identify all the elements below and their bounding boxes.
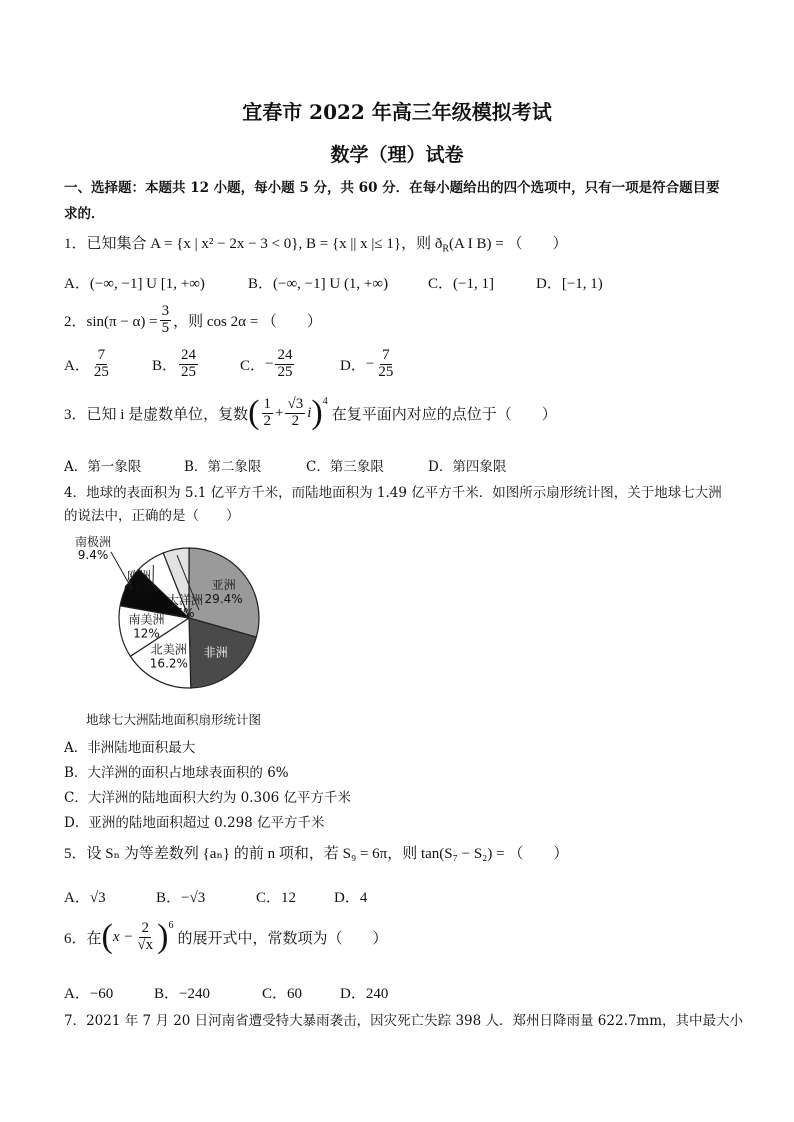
- question-3: [64, 396, 557, 430]
- question-2-tail: ，则 cos 2α = （ ）: [173, 313, 322, 330]
- pie-label-name-5: 欧洲: [126, 569, 152, 583]
- q2-option-d-den: 25: [378, 363, 394, 380]
- question-2-denominator: 5: [161, 319, 170, 336]
- pie-chart: [64, 528, 304, 708]
- q2-option-b[interactable]: [152, 348, 200, 381]
- q4-option-d[interactable]: D．亚洲的陆地面积超过 0.298 亿平方千米: [64, 815, 325, 831]
- q2-option-c-sign: −: [265, 355, 274, 372]
- question-6-head: 6．在: [64, 930, 102, 947]
- question-5: 5．设 Sₙ 为等差数列 {aₙ} 的前 n 项和，若 S₉ = 6π，则 tan(S₇ − S₂) = （ ）: [64, 846, 569, 862]
- q2-option-d-label: D．: [340, 357, 366, 374]
- q3-option-d[interactable]: D．第四象限: [428, 459, 507, 475]
- q2-option-c-label: C．: [240, 357, 266, 374]
- pie-label-name-0: 亚洲: [211, 577, 236, 592]
- q5-option-d[interactable]: D．4: [334, 890, 368, 906]
- pie-label-value-0: 29.4%: [204, 591, 243, 606]
- q2-option-d-sign: −: [365, 355, 375, 372]
- q2-option-c[interactable]: [240, 348, 296, 381]
- question-7-line1: 7．2021 年 7 月 20 日河南省遭受特大暴雨袭击，因灾死亡失踪 398 人．郑州日降雨量 622.7mm，其中最大小: [64, 1013, 744, 1029]
- pie-label-value-3: 12%: [133, 626, 160, 641]
- q1-option-b[interactable]: B．(−∞, −1] U (1, +∞): [248, 276, 389, 292]
- q3-frac2-den: 2: [291, 412, 300, 429]
- section-heading-line2: 求的．: [64, 206, 105, 222]
- q6-option-b[interactable]: B．−240: [154, 986, 210, 1002]
- q2-option-b-label: B．: [152, 357, 178, 374]
- chart-caption: 地球七大洲陆地面积扇形统计图: [86, 712, 262, 727]
- question-1: [64, 232, 568, 255]
- q4-option-a[interactable]: A．非洲陆地面积最大: [64, 740, 196, 756]
- q4-option-b[interactable]: B．大洋洲的面积占地球表面积的 6%: [64, 765, 289, 781]
- q2-option-c-num: 24: [277, 347, 293, 363]
- question-1-stem: 1．已知集合 A = {x | x² − 2x − 3 < 0}, B = {x || x |≤ 1}，则 ð: [64, 236, 443, 252]
- q4-option-c[interactable]: C．大洋洲的陆地面积大约为 0.306 亿平方千米: [64, 790, 352, 806]
- q5-option-a[interactable]: A．√3: [64, 890, 106, 906]
- pie-label-name-2: 北美洲: [150, 642, 187, 657]
- q3-option-a[interactable]: A．第一象限: [64, 459, 142, 475]
- pie-label-name-6: 大洋洲: [166, 593, 204, 607]
- q3-plus: +: [275, 404, 284, 421]
- left-paren-icon: (: [248, 394, 260, 431]
- q2-option-a[interactable]: [64, 348, 113, 381]
- left-paren-icon: (: [101, 918, 113, 955]
- q2-option-c-den: 25: [277, 363, 293, 380]
- q5-option-c[interactable]: C．12: [256, 890, 297, 906]
- q3-exponent: 4: [322, 396, 328, 407]
- question-3-head: 3．已知 i 是虚数单位，复数: [64, 406, 249, 423]
- q6-expression: x −: [112, 928, 134, 945]
- section-heading-line1: 一、选择题：本题共 12 小题，每小题 5 分，共 60 分．在每小题给出的四个选项中，只有一项是符合题目要: [64, 180, 720, 196]
- q6-option-d[interactable]: D．240: [340, 986, 389, 1002]
- question-6: [64, 920, 387, 954]
- question-2: [64, 304, 322, 337]
- page-title: 宜春市 2022 年高三年级模拟考试: [242, 100, 552, 124]
- q3-frac1-den: 2: [263, 412, 271, 429]
- q6-option-a[interactable]: A．−60: [64, 986, 114, 1002]
- q3-imag-unit: i: [307, 404, 312, 421]
- right-paren-icon: ): [311, 394, 323, 431]
- q1-option-c[interactable]: C．(−1, 1]: [428, 276, 494, 292]
- q1-option-d[interactable]: D．[−1, 1): [536, 276, 603, 292]
- q5-option-b[interactable]: B．−√3: [156, 890, 206, 906]
- question-1-subscript: R: [442, 243, 450, 255]
- q3-frac2-num: √3: [287, 395, 304, 412]
- q3-option-b[interactable]: B．第二象限: [184, 459, 262, 475]
- q2-option-d[interactable]: [340, 348, 397, 381]
- q6-exponent: 6: [168, 920, 174, 931]
- q2-option-d-num: 7: [382, 347, 390, 363]
- q6-frac-den: √x: [137, 936, 154, 953]
- question-2-lhs: 2．sin(π − α) =: [64, 313, 158, 330]
- question-3-tail: 在复平面内对应的点位于（ ）: [331, 406, 557, 423]
- question-6-tail: 的展开式中，常数项为（ ）: [177, 930, 388, 947]
- pie-label-value-4: 9.4%: [77, 548, 109, 562]
- q1-option-a[interactable]: A．(−∞, −1] U [1, +∞): [64, 276, 205, 292]
- q2-option-a-den: 25: [93, 363, 109, 380]
- pie-label-value-6: 6%: [175, 606, 195, 620]
- q6-frac-num: 2: [141, 919, 149, 936]
- question-4-line1: 4．地球的表面积为 5.1 亿平方千米，而陆地面积为 1.49 亿平方千米．如图所示扇形统计图，关于地球七大洲: [64, 485, 722, 501]
- q2-option-b-num: 24: [181, 347, 197, 363]
- q6-option-c[interactable]: C．60: [262, 986, 303, 1002]
- q2-option-b-den: 25: [181, 363, 197, 380]
- question-2-numerator: 3: [161, 303, 170, 319]
- q3-option-c[interactable]: C．第三象限: [306, 459, 384, 475]
- pie-label-name-3: 南美洲: [128, 612, 165, 627]
- pie-label-name-1: 非洲: [203, 645, 228, 660]
- question-1-stem-tail: (A I B) = （ ）: [449, 236, 568, 252]
- right-paren-icon: ): [157, 918, 169, 955]
- pie-label-name-4: 南极洲: [74, 535, 112, 549]
- pie-label-value-5: 6.8%: [123, 582, 155, 596]
- q3-frac1-num: 1: [263, 395, 271, 412]
- question-4-line2: 的说法中，正确的是（ ）: [64, 508, 240, 524]
- pie-label-value-2: 16.2%: [149, 656, 188, 671]
- q2-option-a-num: 7: [97, 347, 106, 363]
- q2-option-a-label: A．: [64, 357, 90, 374]
- page-subtitle: 数学（理）试卷: [330, 144, 464, 166]
